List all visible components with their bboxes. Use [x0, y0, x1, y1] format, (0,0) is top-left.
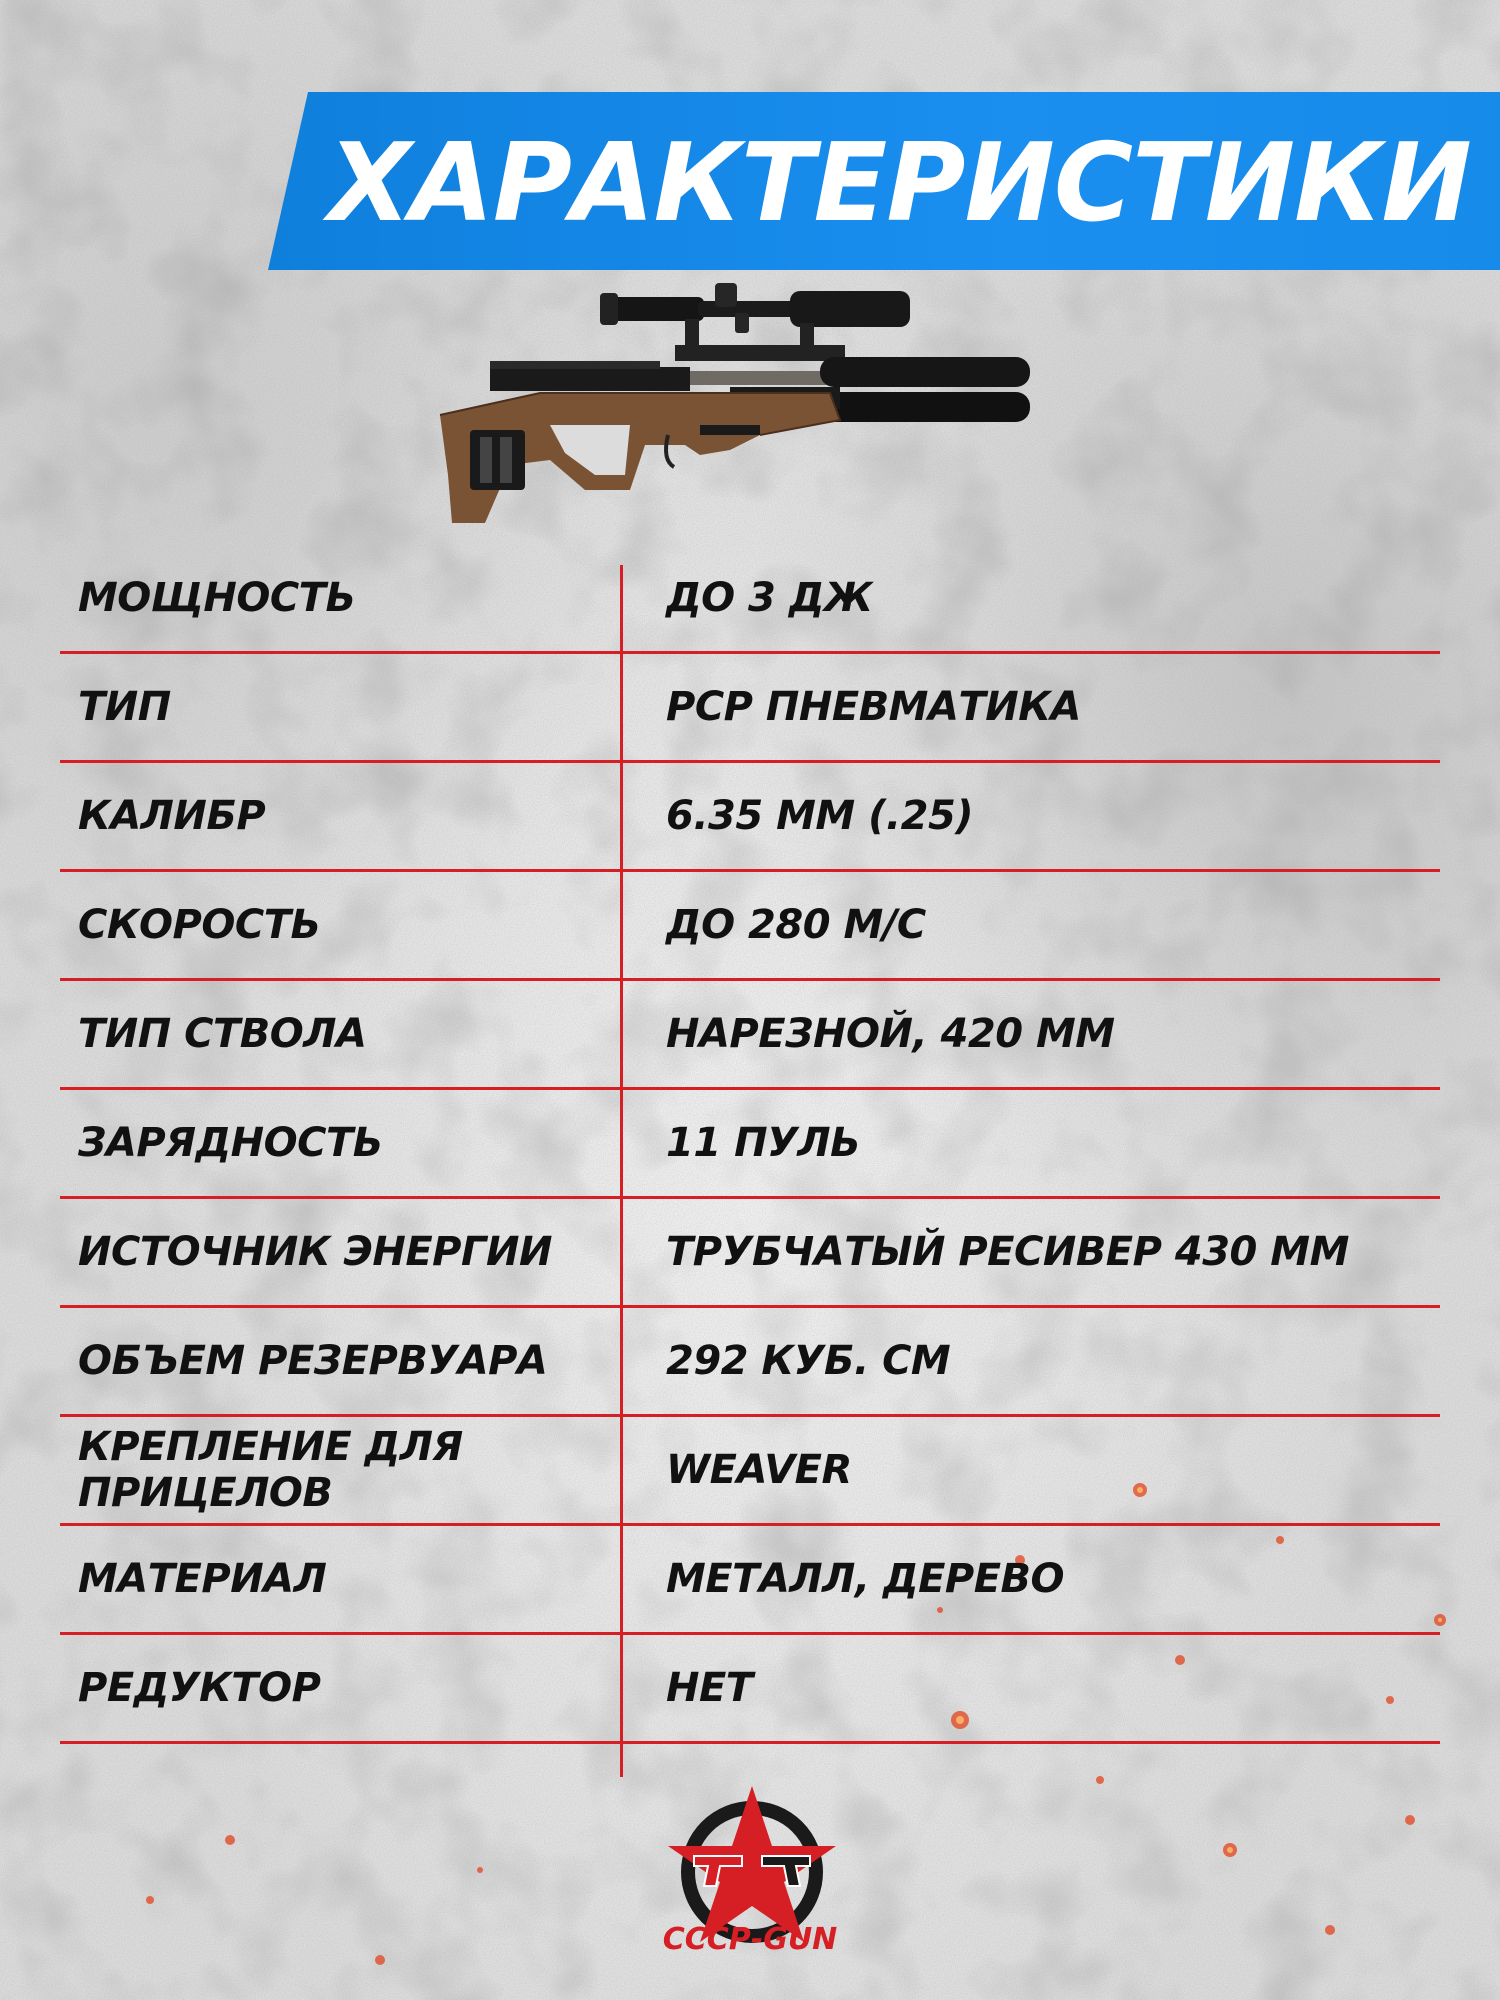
spec-label: КРЕПЛЕНИЕ ДЛЯ ПРИЦЕЛОВ — [78, 1424, 463, 1516]
logo-text: СССР-GUN — [662, 1922, 838, 1957]
table-row — [60, 763, 1440, 872]
air-rifle-image — [430, 275, 1070, 535]
spec-label: СКОРОСТЬ — [78, 902, 321, 948]
spec-value: PCP ПНЕВМАТИКА — [666, 684, 1081, 730]
spec-label: ЗАРЯДНОСТЬ — [78, 1120, 383, 1166]
table-row — [60, 1199, 1440, 1308]
specs-table — [60, 545, 1440, 1744]
spec-value: 11 ПУЛЬ — [666, 1120, 861, 1166]
spec-value: 292 КУБ. СМ — [666, 1338, 951, 1384]
table-row — [60, 545, 1440, 654]
spec-value: ДО 3 ДЖ — [666, 575, 873, 621]
spec-value: НАРЕЗНОЙ, 420 ММ — [666, 1011, 1115, 1057]
table-row — [60, 1417, 1440, 1526]
spec-label: ТИП СТВОЛА — [78, 1011, 367, 1057]
spec-label: ИСТОЧНИК ЭНЕРГИИ — [78, 1229, 552, 1275]
spec-value: НЕТ — [666, 1665, 753, 1711]
page-title: ХАРАКТЕРИСТИКИ — [328, 121, 1471, 246]
spec-label: ТИП — [78, 684, 171, 730]
spec-label: ОБЪЕМ РЕЗЕРВУАРА — [78, 1338, 548, 1384]
spec-label: МАТЕРИАЛ — [78, 1556, 327, 1602]
table-row — [60, 872, 1440, 981]
spec-value: ТРУБЧАТЫЙ РЕСИВЕР 430 ММ — [666, 1229, 1349, 1275]
table-row — [60, 1090, 1440, 1199]
table-row — [60, 981, 1440, 1090]
table-row — [60, 1526, 1440, 1635]
spec-value: МЕТАЛЛ, ДЕРЕВО — [666, 1556, 1065, 1602]
spec-label: МОЩНОСТЬ — [78, 575, 356, 621]
spec-label: РЕДУКТОР — [78, 1665, 321, 1711]
table-row — [60, 1308, 1440, 1417]
table-row — [60, 654, 1440, 763]
spec-value: WEAVER — [666, 1447, 852, 1493]
spec-value: 6.35 ММ (.25) — [666, 793, 974, 839]
spec-label: КАЛИБР — [78, 793, 266, 839]
spec-value: ДО 280 М/С — [666, 902, 926, 948]
table-row — [60, 1635, 1440, 1744]
